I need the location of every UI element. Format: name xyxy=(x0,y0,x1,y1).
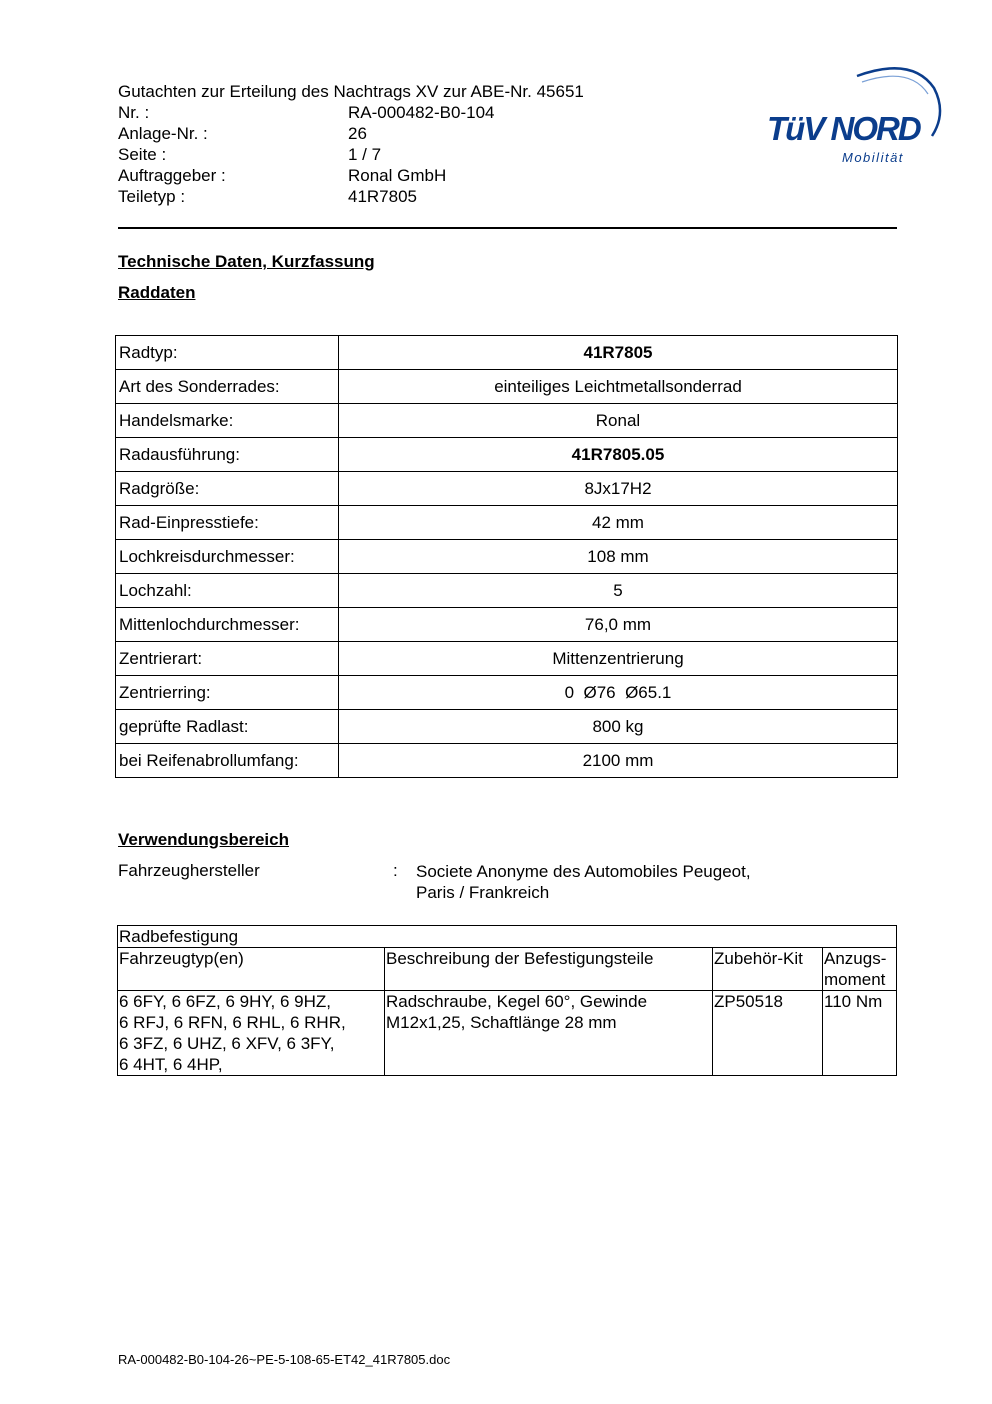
row-label: bei Reifenabrollumfang: xyxy=(116,744,339,778)
row-label: Radausführung: xyxy=(116,438,339,472)
table-row xyxy=(116,676,898,710)
header-row-anlage xyxy=(118,123,584,144)
row-value: 42 mm xyxy=(339,506,898,540)
header-row-auftraggeber xyxy=(118,165,584,186)
header-row-seite xyxy=(118,144,584,165)
logo-subtitle: Mobilität xyxy=(842,150,904,165)
header-row-nr xyxy=(118,102,584,123)
befestigung-table xyxy=(117,925,897,1076)
footer-filename: RA-000482-B0-104-26~PE-5-108-65-ET42_41R7805.doc xyxy=(118,1352,451,1367)
header-key: Auftraggeber : xyxy=(118,166,226,185)
table-header-row xyxy=(118,948,897,991)
column-header: Zubehör-Kit xyxy=(713,948,823,991)
manufacturer-value xyxy=(416,861,751,903)
table-row xyxy=(116,744,898,778)
row-value: 41R7805 xyxy=(339,336,898,370)
table-row xyxy=(116,336,898,370)
table-row xyxy=(116,370,898,404)
section-title: Technische Daten, Kurzfassung xyxy=(118,252,375,271)
row-label: Mittenlochdurchmesser: xyxy=(116,608,339,642)
row-value: 108 mm xyxy=(339,540,898,574)
table-row xyxy=(116,506,898,540)
header-value: 41R7805 xyxy=(348,187,418,206)
verwendung-title: Verwendungsbereich xyxy=(118,830,289,849)
row-value: 2100 mm xyxy=(339,744,898,778)
tuev-nord-logo xyxy=(762,58,942,170)
table-row xyxy=(116,540,898,574)
logo-brand: TüV NORD xyxy=(767,110,920,147)
document-header xyxy=(118,81,584,207)
row-value: Mittenzentrierung xyxy=(339,642,898,676)
header-row-teiletyp xyxy=(118,186,584,207)
row-value: 800 kg xyxy=(339,710,898,744)
column-header: Beschreibung der Befestigungsteile xyxy=(385,948,713,991)
header-key: Teiletyp : xyxy=(118,187,186,206)
description-cell: Radschraube, Kegel 60°, Gewinde M12x1,25, Schaftlänge 28 mm xyxy=(385,991,713,1076)
row-label: Art des Sonderrades: xyxy=(116,370,339,404)
befestigung-title: Radbefestigung xyxy=(118,926,897,948)
table-row xyxy=(116,438,898,472)
document-title: Gutachten zur Erteilung des Nachtrags XV zur ABE-Nr. 45651 xyxy=(118,82,584,101)
row-label: Lochzahl: xyxy=(116,574,339,608)
table-row xyxy=(116,472,898,506)
raddaten-title: Raddaten xyxy=(118,283,196,302)
kit-cell: ZP50518 xyxy=(713,991,823,1076)
manufacturer-colon: : xyxy=(393,861,398,880)
table-row xyxy=(118,926,897,948)
row-value: Ronal xyxy=(339,404,898,438)
row-value: einteiliges Leichtmetallsonderrad xyxy=(339,370,898,404)
header-value: 1 / 7 xyxy=(348,145,382,164)
row-label: Zentrierart: xyxy=(116,642,339,676)
row-label: Rad-Einpresstiefe: xyxy=(116,506,339,540)
row-label: Zentrierring: xyxy=(116,676,339,710)
header-key: Seite : xyxy=(118,145,167,164)
manufacturer-line-1: Societe Anonyme des Automobiles Peugeot, xyxy=(416,862,751,881)
column-header: Anzugs- moment xyxy=(823,948,897,991)
row-label: Handelsmarke: xyxy=(116,404,339,438)
manufacturer-line-2: Paris / Frankreich xyxy=(416,883,550,902)
header-key: Nr. : xyxy=(118,103,150,122)
header-value: RA-000482-B0-104 xyxy=(348,103,495,122)
table-row xyxy=(116,608,898,642)
table-row xyxy=(118,991,897,1076)
torque-cell: 110 Nm xyxy=(823,991,897,1076)
vehicle-types-cell: 6 6FY, 6 6FZ, 6 9HY, 6 9HZ, 6 RFJ, 6 RFN, 6 RHL, 6 RHR, 6 3FZ, 6 UHZ, 6 XFV, 6 3FY, 6 4HT, 6 4HP, xyxy=(118,991,385,1076)
row-value: 41R7805.05 xyxy=(339,438,898,472)
row-label: Radgröße: xyxy=(116,472,339,506)
row-label: Lochkreisdurchmesser: xyxy=(116,540,339,574)
row-value: 0 Ø76 Ø65.1 xyxy=(339,676,898,710)
row-value: 5 xyxy=(339,574,898,608)
header-divider xyxy=(118,227,897,229)
header-key: Anlage-Nr. : xyxy=(118,124,208,143)
row-value: 76,0 mm xyxy=(339,608,898,642)
row-value: 8Jx17H2 xyxy=(339,472,898,506)
column-header: Fahrzeugtyp(en) xyxy=(118,948,385,991)
header-value: 26 xyxy=(348,124,367,143)
header-value: Ronal GmbH xyxy=(348,166,447,185)
row-label: geprüfte Radlast: xyxy=(116,710,339,744)
manufacturer-label: Fahrzeughersteller xyxy=(118,861,260,880)
table-row xyxy=(116,574,898,608)
raddaten-table xyxy=(115,335,898,778)
table-row xyxy=(116,642,898,676)
table-row xyxy=(116,404,898,438)
table-row xyxy=(116,710,898,744)
row-label: Radtyp: xyxy=(116,336,339,370)
